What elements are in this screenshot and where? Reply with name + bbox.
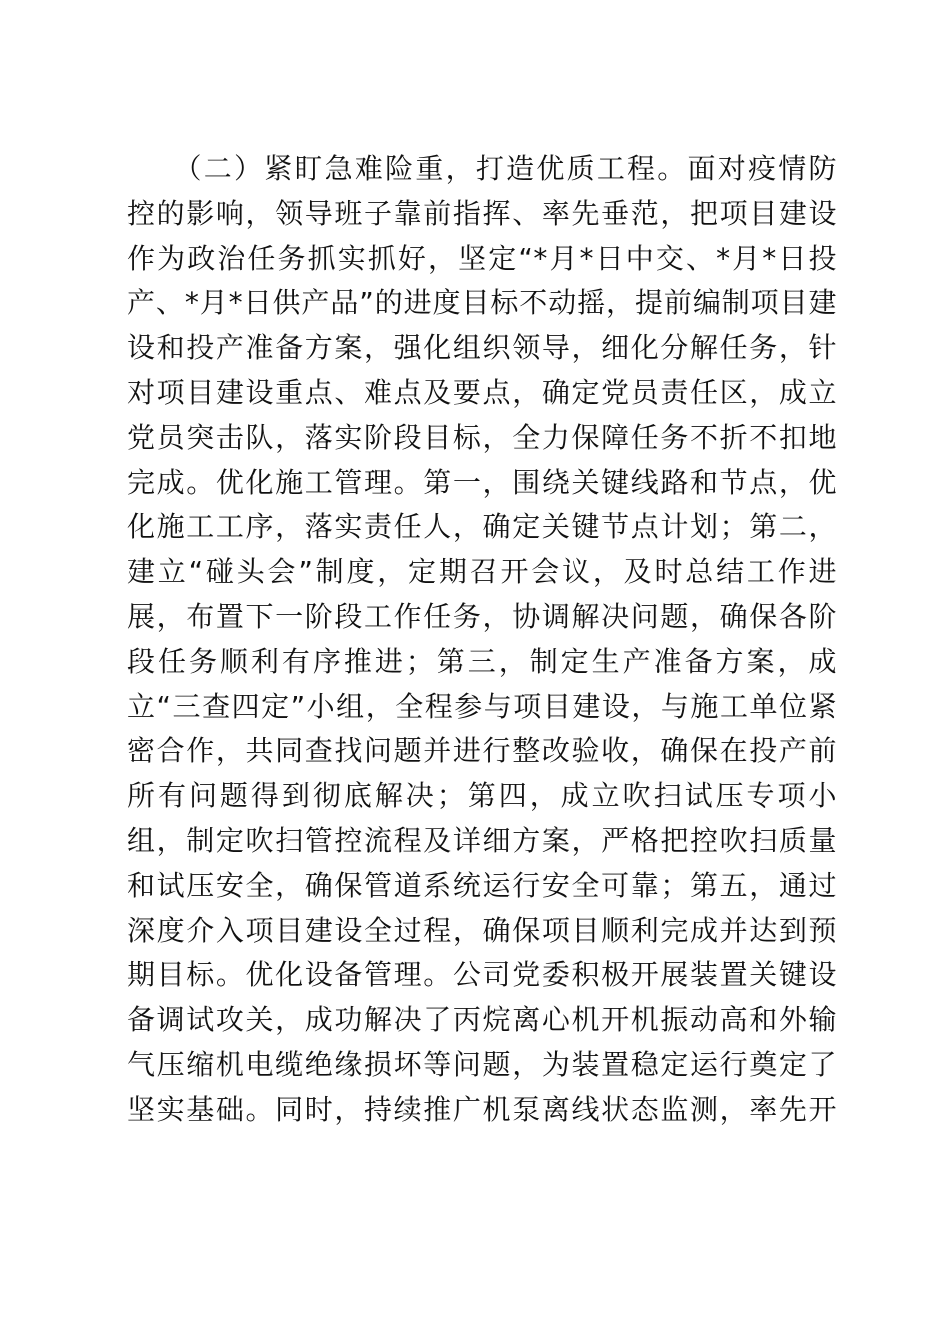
text-line: 密合作，共同查找问题并进行整改验收，确保在投产前 [127,734,837,768]
text-line: 期目标。优化设备管理。公司党委积极开展装置关键设 [127,958,837,992]
text-line: 完成。优化施工管理。第一，围绕关键线路和节点，优 [127,465,837,499]
text-line: （二）紧盯急难险重，打造优质工程。面对疫情防 [127,152,837,185]
text-line: 所有问题得到彻底解决；第四，成立吹扫试压专项小 [127,779,837,813]
text-line: 作为政治任务抓实抓好，坚定“*月*日中交、*月*日投 [127,241,837,275]
text-line: 化施工工序，落实责任人，确定关键节点计划；第二， [127,510,837,544]
text-line: 党员突击队，落实阶段目标，全力保障任务不折不扣地 [127,420,837,454]
text-line: 立“三查四定”小组，全程参与项目建设，与施工单位紧 [127,689,837,723]
text-line: 设和投产准备方案，强化组织领导，细化分解任务，针 [127,331,837,365]
text-line: 和试压安全，确保管道系统运行安全可靠；第五，通过 [127,868,837,902]
text-line: 坚实基础。同时，持续推广机泵离线状态监测，率先开 [127,1092,837,1126]
text-line: 控的影响，领导班子靠前指挥、率先垂范，把项目建设 [127,196,837,230]
text-line: 建立“碰头会”制度，定期召开会议，及时总结工作进 [127,555,837,589]
text-line: 段任务顺利有序推进；第三，制定生产准备方案，成 [127,644,837,678]
text-line: 备调试攻关，成功解决了丙烷离心机开机振动高和外输 [127,1003,837,1037]
text-line: 展，布置下一阶段工作任务，协调解决问题，确保各阶 [127,599,837,633]
text-line: 对项目建设重点、难点及要点，确定党员责任区，成立 [127,375,837,409]
text-line: 产、*月*日供产品”的进度目标不动摇，提前编制项目建 [127,286,837,320]
text-line: 深度介入项目建设全过程，确保项目顺利完成并达到预 [127,913,837,947]
text-line: 组，制定吹扫管控流程及详细方案，严格把控吹扫质量 [127,823,837,857]
text-line: 气压缩机电缆绝缘损坏等问题，为装置稳定运行奠定了 [127,1047,837,1081]
body-paragraph [127,147,837,1133]
